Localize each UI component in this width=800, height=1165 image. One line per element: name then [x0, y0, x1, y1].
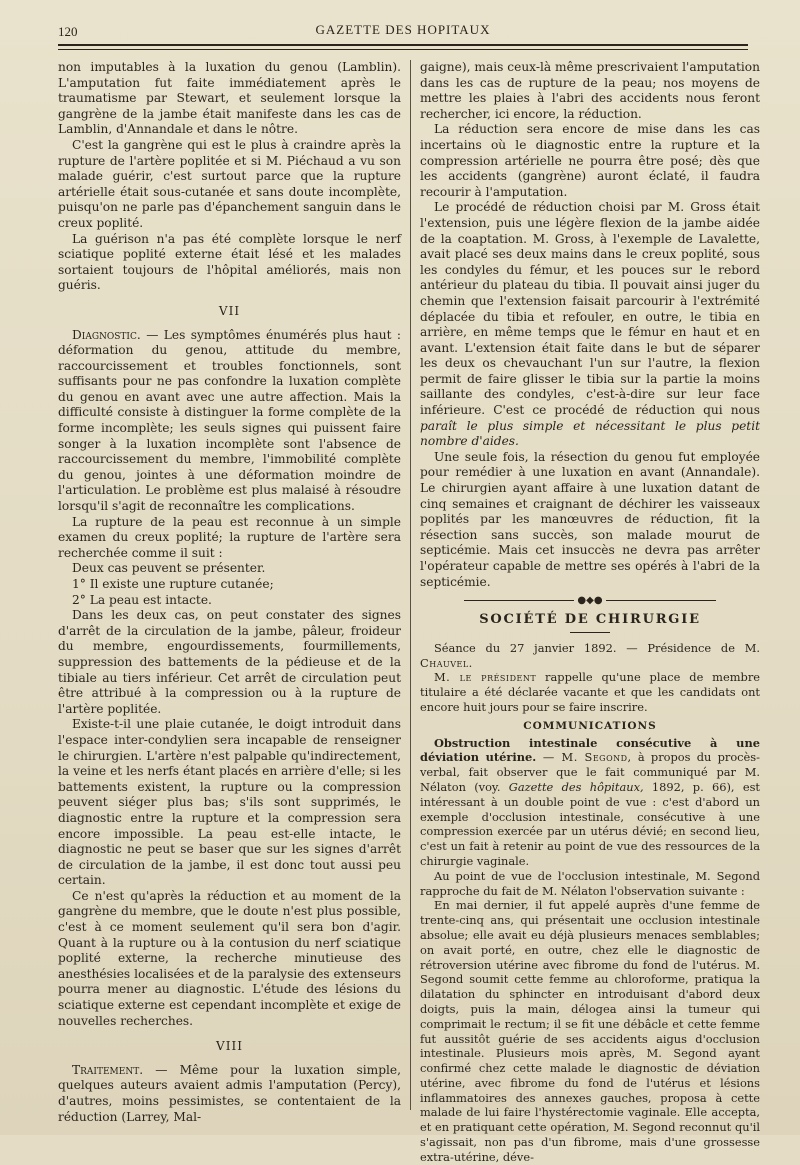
obstruction-author: — M. Segond, [536, 750, 632, 765]
society-report [420, 641, 760, 1165]
paragraph: Au point de vue de l'occlusion intestinale, M. Segond rapproche du fait de M. Nélaton l'observation suivante : [420, 868, 760, 898]
left-column [58, 60, 401, 1125]
italic-text: paraît le plus simple et nécessitant le plus petit nombre d'aides. [420, 418, 760, 449]
paragraph: Une seule fois, la résection du genou fut employée pour remédier à une luxation en avant (Annandale). Le chirurgien ayant affaire à une luxation datant de cinq semaines et craignant de déchirer les vaisseaux poplités par les manœuvres de réduction, fit la résection sans succès, son malade mourut de septicémie. Mais cet insuccès ne devra pas arrêter l'opérateur capable de mettre ses opérés à l'abri de la septicémie. [420, 449, 760, 589]
ornament-dots: ●◆● [577, 595, 603, 607]
section-number-viii: VIII [216, 1039, 243, 1054]
list-item: 1° Il existe une rupture cutanée; [72, 577, 274, 591]
treatment-text: — Même pour la luxation simple, quelques auteurs avaient admis l'amputation (Percy), d'autres, moins pessimistes, se contentaient de la réduction (Larrey, Mal- [58, 1062, 401, 1124]
president-lead: M. le président [434, 670, 537, 685]
paragraph-text: Le procédé de réduction choisi par M. Gross était l'extension, puis une légère flexion de la jambe aidée de la coaptation. M. Gross, à l'exemple de Lavalette, avait placé ses deux mains dans le creux poplité, sous les condyles du fémur, et les pouces sur le rebord antérieur du plateau du tibia. Il pouvait ainsi juger du chemin que l'extension faisait parcourir à l'extrémité déplacée du tibia et refouler, en outre, le tibia en arrière, en même temps que le fémur en haut et en avant. L'extension était faite dans le but de séparer les deux os chevauchant l'un sur l'autre, la flexion permit de faire glisser le tibia sur la partie la moins saillante des condyles, c'est-à-dire sur leur face inférieure. C'est ce procédé de réduction qui nous [420, 200, 760, 418]
paragraph: non imputables à la luxation du genou (Lamblin). L'amputation fut faite immédiatement après le traumatisme par Stewart, et seulement lorsque la gangrène de la jambe était manifeste dans les cas de Lamblin, d'Annandale et dans le nôtre. [58, 60, 401, 137]
header-rule-thick [58, 44, 748, 46]
obstruction-text-b: 1892, p. 66), est intéressant à un double point de vue : c'est d'abord un exemple d'occlusion intestinale, consécutive à une compression exercée par un utérus dévié; en second lieu, c'est un fait à retenir au point de vue des ressources de la chirurgie vaginale. [420, 779, 761, 868]
page-header [58, 22, 748, 44]
page-number: 120 [58, 24, 78, 39]
journal-title: GAZETTE DES HOPITAUX [315, 22, 491, 37]
communications-heading: COMMUNICATIONS [523, 719, 657, 732]
paragraph [420, 200, 760, 450]
treatment-heading: Traitement. [72, 1062, 144, 1077]
paragraph: C'est la gangrène qui est le plus à craindre après la rupture de l'artère poplitée et si M. Piéchaud a vu son malade guérir, c'est surtout parce que la rupture artérielle était sous-cutanée et sans doute incomplète, puisqu'on ne parle pas d'épanchement sanguin dans le creux poplité. [58, 137, 401, 230]
treatment-paragraph [58, 1063, 401, 1125]
paragraph: La guérison n'a pas été complète lorsque le nerf sciatique poplité externe était lésé et les malades sortaient toujours de l'hôpital améliorés, mais non guéris. [58, 231, 401, 293]
paragraph: Dans les deux cas, on peut constater des signes d'arrêt de la circulation de la jambe, pâleur, froideur du membre, engourdissements, fourmillements, suppression des battements de la pédieuse et de la tibiale au tiers inférieur. Cet arrêt de circulation peut être attribué à la compression ou à la rupture de l'artère poplitée. [58, 608, 401, 716]
paragraph: Ce n'est qu'après la réduction et au moment de la gangrène du membre, que le doute n'est plus possible, c'est à ce moment seulement qu'il sera bon d'agir. Quant à la rupture ou à la contusion du nerf sciatique poplité externe, la recherche minutieuse des anesthésies localisées et de la paralysie des extenseurs pourra mener au diagnostic. L'étude des lésions du sciatique externe est cependant incomplète et exige de nouvelles recherches. [58, 888, 401, 1028]
ornament-line-left [464, 600, 574, 601]
paragraph: La rupture de la peau est reconnue à un simple examen du creux poplité; la rupture de l'artère sera recherchée comme il suit : [58, 514, 401, 560]
obstruction-paragraph [420, 736, 760, 869]
seance-line [420, 641, 760, 671]
list-item: 2° La peau est intacte. [72, 592, 212, 607]
president-text: rappelle qu'une place de membre titulaire a été déclarée vacante et que les candidats ont encore huit jours pour se faire inscrire. [420, 670, 761, 714]
paragraph: Existe-t-il une plaie cutanée, le doigt introduit dans l'espace inter-condylien sera incapable de renseigner le chirurgien. L'artère n'est palpable qu'indirectement, la veine et les nerfs étant placés en arrière d'elle; si les battements existent, la rupture ou la compression peuvent siéger plus bas; s'ils sont supprimés, le diagnostic entre la rupture et la compression sera encore impossible. La peau est-elle intacte, le diagnostic ne peut se baser que sur les signes d'arrêt de circulation de la jambe, il est donc tout aussi peu certain. [58, 717, 401, 888]
title-underline [570, 632, 610, 633]
journal-reference: Gazette des hôpitaux, [508, 779, 644, 794]
header-rule-thin [58, 49, 748, 50]
paragraph: En mai dernier, il fut appelé auprès d'une femme de trente-cinq ans, qui présentait une occlusion intestinale absolue; elle avait eu déjà plusieurs menaces semblables; on avait porté, en outre, chez elle le diagnostic de rétroversion utérine avec fibrome du fond de l'utérus. M. Segond soumit cette femme au chloroforme, pratiqua la dilatation du sphincter en introduisant d'abord deux doigts, puis la main, délogea ainsi la tumeur qui comprimait le rectum; il se fit une débâcle et cette femme fut aussitôt guérie de ses accidents aigus d'occlusion intestinale. Plusieurs mois après, M. Segond ayant confirmé chez cette malade le diagnostic de déviation utérine, avec fibrome du fond de l'utérus et lésions inflammatoires des annexes gauches, proposa à cette malade de lui faire l'hystérectomie vaginale. Elle accepta, et en pratiquant cette opération, M. Segond reconnut qu'il s'agissait, non pas d'un fibrome, mais d'une grossesse extra-utérine, déve- [420, 898, 760, 1164]
diagnostic-text: — Les symptômes énumérés plus haut : déformation du genou, attitude du membre, raccourcissement et troubles fonctionnels, sont suffisants pour ne pas confondre la luxation complète du genou en avant avec une autre affection. Mais la difficulté consiste à distinguer la forme complète de la forme incomplète; les seuls signes qui puissent faire songer à la luxation incomplète sont l'absence de raccourcissement du membre, l'immobilité complète du genou, jointes à une déformation moindre de l'articulation. Le problème est plus malaisé à résoudre lorsqu'il s'agit de reconnaître les complications. [58, 327, 401, 514]
obstruction-title: Obstruction intestinale consécutive à une déviation utérine. [420, 735, 760, 765]
diagnostic-heading: Diagnostic. [72, 327, 141, 342]
paragraph: gaigne), mais ceux-là même prescrivaient l'amputation dans les cas de rupture de la peau; nos moyens de mettre les plaies à l'abri des accidents nous feront rechercher, ici encore, la réduction. [420, 60, 760, 121]
society-title: SOCIÉTÉ DE CHIRURGIE [479, 612, 701, 628]
diagnostic-paragraph [58, 328, 401, 515]
paragraph [420, 670, 760, 714]
paragraph: Deux cas peuvent se présenter. [72, 561, 266, 576]
paragraph: La réduction sera encore de mise dans les cas incertains où le diagnostic entre la rupture et la compression artérielle ne pourra être posé; dès que les accidents (gangrène) auront éclaté, il faudra recourir à l'amputation. [420, 122, 760, 199]
ornament-line-right [606, 600, 716, 601]
seance-text: Séance du 27 janvier 1892. — Présidence de M. [434, 640, 760, 655]
right-column [420, 60, 760, 1165]
column-divider [410, 60, 411, 1110]
section-ornament [420, 596, 760, 606]
section-number-vii: VII [218, 303, 241, 318]
obstruction-text-a: à propos du procès-verbal, fait observer que le fait communiqué par M. Nélaton (voy. [420, 750, 760, 794]
president-name: Chauvel. [420, 655, 473, 670]
